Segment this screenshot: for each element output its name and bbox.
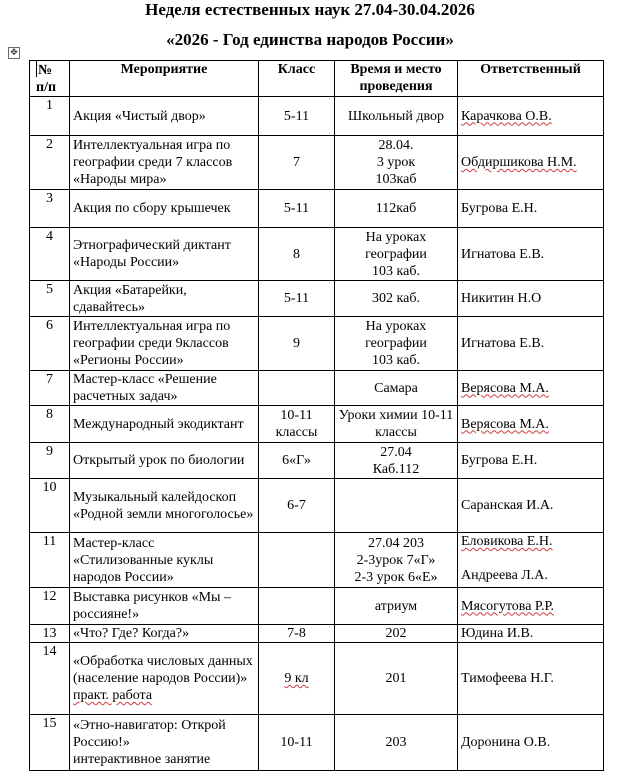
event-cell: Этнографический диктант «Народы России» [70, 228, 259, 281]
responsible-cell: Бугрова Е.Н. [458, 443, 604, 479]
responsible-cell: Саранская И.А. [458, 479, 604, 533]
place-cell: 28.04. 3 урок 103каб [335, 136, 458, 190]
event-cell: Музыкальный калейдоскоп «Родной земли многоголосье» [70, 479, 259, 533]
place-cell: Уроки химии 10-11 классы [335, 406, 458, 443]
table-row [30, 479, 604, 533]
table-row [30, 190, 604, 228]
grade-cell: 6«Г» [259, 443, 335, 479]
column-header-num: № п/п [30, 61, 70, 97]
grade-cell: 5-11 [259, 190, 335, 228]
table-row [30, 643, 604, 715]
responsible-cell: Мясогутова Р.Р. [458, 588, 604, 625]
table-row [30, 715, 604, 771]
event-cell: «Обработка числовых данных (население народов России)» практ. работа [70, 643, 259, 715]
row-number: 6 [30, 317, 70, 371]
column-header-place: Время и место проведения [335, 61, 458, 97]
event-cell: Акция по сбору крышечек [70, 190, 259, 228]
grade-cell: 5-11 [259, 97, 335, 136]
responsible-cell: Верясова М.А. [458, 371, 604, 406]
responsible-cell: Тимофеева Н.Г. [458, 643, 604, 715]
place-cell: 27.04 Каб.112 [335, 443, 458, 479]
row-number: 1 [30, 97, 70, 136]
grade-cell: 7 [259, 136, 335, 190]
place-cell: На уроках географии 103 каб. [335, 228, 458, 281]
responsible-cell: Обдиршикова Н.М. [458, 136, 604, 190]
event-cell: Акция «Чистый двор» [70, 97, 259, 136]
row-number: 15 [30, 715, 70, 771]
table-row [30, 136, 604, 190]
responsible-cell: Бугрова Е.Н. [458, 190, 604, 228]
grade-cell: 6-7 [259, 479, 335, 533]
page-subtitle: «2026 - Год единства народов России» [166, 30, 454, 49]
table-row [30, 533, 604, 588]
row-number: 14 [30, 643, 70, 715]
event-cell: Интеллектуальная игра по географии среди 7 классов «Народы мира» [70, 136, 259, 190]
responsible-cell: Карачкова О.В. [458, 97, 604, 136]
responsible-cell: Игнатова Е.В. [458, 317, 604, 371]
table-row [30, 625, 604, 643]
event-cell: Международный экодиктант [70, 406, 259, 443]
event-cell: «Что? Где? Когда?» [70, 625, 259, 643]
event-cell: «Этно-навигатор: Открой Россию!» интерактивное занятие [70, 715, 259, 771]
place-cell: 201 [335, 643, 458, 715]
row-number: 3 [30, 190, 70, 228]
text-cursor [36, 61, 37, 77]
table-row [30, 588, 604, 625]
column-header-event: Мероприятие [70, 61, 259, 97]
row-number: 5 [30, 281, 70, 317]
place-cell: Самара [335, 371, 458, 406]
responsible-cell: Доронина О.В. [458, 715, 604, 771]
event-cell: Открытый урок по биологии [70, 443, 259, 479]
table-row [30, 371, 604, 406]
grade-cell: 8 [259, 228, 335, 281]
place-cell: атриум [335, 588, 458, 625]
grade-cell: 10-11 классы [259, 406, 335, 443]
grade-cell: 9 кл [259, 643, 335, 715]
row-number: 11 [30, 533, 70, 588]
responsible-cell: Юдина И.В. [458, 625, 604, 643]
place-cell: Школьный двор [335, 97, 458, 136]
grade-cell: 9 [259, 317, 335, 371]
table-row [30, 406, 604, 443]
table-move-handle-icon[interactable]: ✥ [8, 47, 20, 59]
column-header-responsible: Ответственный [458, 61, 604, 97]
grade-cell [259, 371, 335, 406]
place-cell: 302 каб. [335, 281, 458, 317]
place-cell: 112каб [335, 190, 458, 228]
event-cell: Выставка рисунков «Мы – россияне!» [70, 588, 259, 625]
table-header-row [30, 61, 604, 97]
place-cell [335, 479, 458, 533]
responsible-cell: Верясова М.А. [458, 406, 604, 443]
grade-cell: 5-11 [259, 281, 335, 317]
grade-cell: 10-11 [259, 715, 335, 771]
responsible-cell: Игнатова Е.В. [458, 228, 604, 281]
grade-cell: 7-8 [259, 625, 335, 643]
place-cell: 27.04 203 2-3урок 7«Г» 2-3 урок 6«Е» [335, 533, 458, 588]
row-number: 12 [30, 588, 70, 625]
grade-cell [259, 533, 335, 588]
row-number: 13 [30, 625, 70, 643]
row-number: 8 [30, 406, 70, 443]
column-header-grade: Класс [259, 61, 335, 97]
table-row [30, 317, 604, 371]
row-number: 10 [30, 479, 70, 533]
table-row [30, 443, 604, 479]
row-number: 4 [30, 228, 70, 281]
page-title: Неделя естественных наук 27.04-30.04.2026 [145, 0, 475, 19]
responsible-cell: Никитин Н.О [458, 281, 604, 317]
event-cell: Мастер-класс «Решение расчетных задач» [70, 371, 259, 406]
event-cell: Мастер-класс «Стилизованные куклы народов России» [70, 533, 259, 588]
events-table [29, 60, 604, 771]
row-number: 9 [30, 443, 70, 479]
table-row [30, 228, 604, 281]
place-cell: 203 [335, 715, 458, 771]
table-row [30, 281, 604, 317]
row-number: 2 [30, 136, 70, 190]
row-number: 7 [30, 371, 70, 406]
event-cell: Интеллектуальная игра по географии среди 9классов «Регионы России» [70, 317, 259, 371]
grade-cell [259, 588, 335, 625]
place-cell: На уроках географии 103 каб. [335, 317, 458, 371]
table-row [30, 97, 604, 136]
place-cell: 202 [335, 625, 458, 643]
event-cell: Акция «Батарейки, сдавайтесь» [70, 281, 259, 317]
responsible-cell: Еловикова Е.Н. Андреева Л.А. [458, 533, 604, 588]
